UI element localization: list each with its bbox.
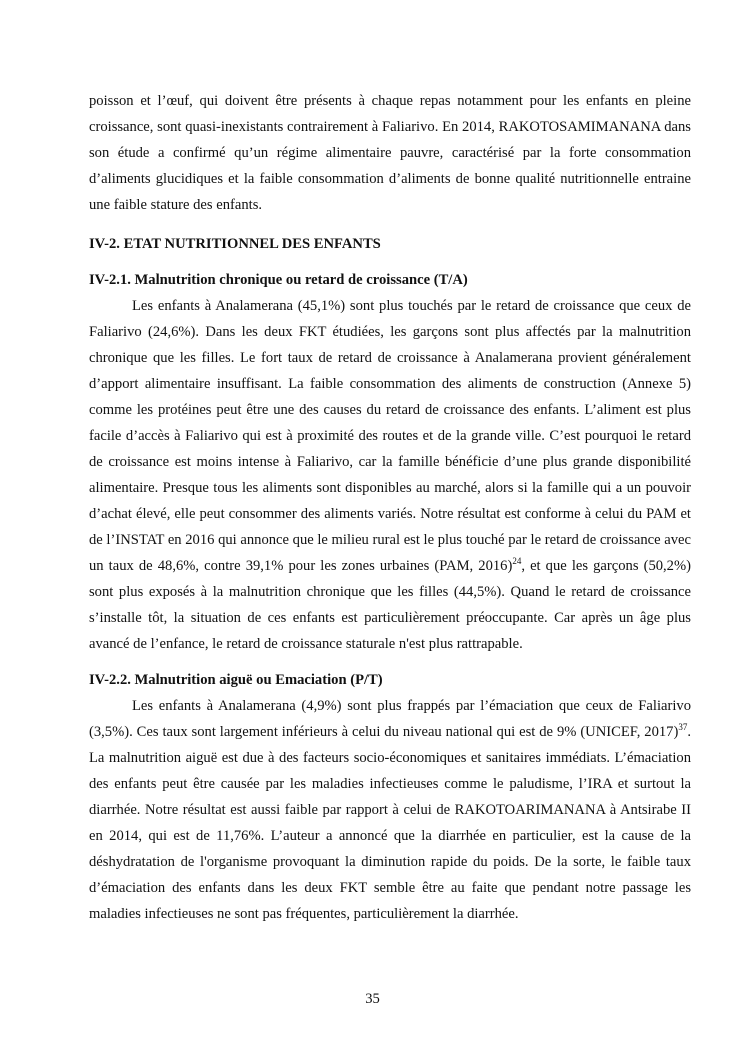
- paragraph-text: , et que les garçons (50,2%) sont plus exposés à la malnutrition chronique que les filles (44,5%). Quand le retard de croissance s’installe tôt, la situation de ces enfants est particulièrement préoccupante. Car après un âge plus avancé de l’enfance, le retard de croissance staturale n'est plus rattrapable.: [89, 558, 691, 652]
- subsection-heading-chronic-malnutrition: IV-2.1. Malnutrition chronique ou retard de croissance (T/A): [89, 272, 468, 288]
- section-heading: IV-2. ETAT NUTRITIONNEL DES ENFANTS: [89, 236, 381, 252]
- paragraph-text: . La malnutrition aiguë est due à des facteurs socio-économiques et sanitaires immédiats. L’émaciation des enfants peut être causée par les maladies infectieuses comme le paludisme, l’IRA et surtout la diarrhée. Notre résultat est aussi faible par rapport à celui de RAKOTOARIMANANA à Antsirabe II en 2014, qui est de 11,76%. L’auteur a annoncé que la diarrhée en particulier, est la cause de la déshydratation de l'organisme provoquant la diminution rapide du poids. De la sorte, le faible taux d’émaciation des enfants dans les deux FKT semble être au faite que pendant notre passage les maladies infectieuses ne sont pas fréquentes, particulièrement la diarrhée.: [89, 724, 691, 922]
- paragraph-chronic-malnutrition: [89, 293, 691, 657]
- paragraph-text: Les enfants à Analamerana (4,9%) sont plus frappés par l’émaciation que ceux de Faliarivo (3,5%). Ces taux sont largement inférieurs à celui du niveau national qui est de 9% (UNICEF, 2017): [89, 698, 691, 740]
- paragraph-text: Les enfants à Analamerana (45,1%) sont plus touchés par le retard de croissance que ceux de Faliarivo (24,6%). Dans les deux FKT étudiées, les garçons sont plus affectés par la malnutrition chronique que les filles. Le fort taux de retard de croissance à Analamerana provient généralement d’apport alimentaire insuffisant. La faible consommation des aliments de construction (Annexe 5) comme les protéines peut être une des causes du retard de croissance des enfants. L’aliment est plus facile d’accès à Faliarivo qui est à proximité des routes et de la grande ville. C’est pourquoi le retard de croissance est moins intense à Faliarivo, car la famille bénéficie d’une plus grande disponibilité alimentaire. Presque tous les aliments sont disponibles au marché, alors si la famille qui a un pouvoir d’achat élevé, elle peut consommer des aliments variés. Notre résultat est conforme à celui du PAM et de l’INSTAT en 2016 qui annonce que le milieu rural est le plus touché par le retard de croissance avec un taux de 48,6%, contre 39,1% pour les zones urbaines (PAM, 2016): [89, 298, 691, 574]
- paragraph-acute-malnutrition: [89, 693, 691, 927]
- subsection-heading-acute-malnutrition: IV-2.2. Malnutrition aiguë ou Emaciation (P/T): [89, 672, 383, 688]
- page-content: [89, 88, 691, 927]
- page-number: 35: [365, 991, 380, 1007]
- footnote-reference: 24: [512, 556, 522, 566]
- intro-paragraph: poisson et l’œuf, qui doivent être présents à chaque repas notamment pour les enfants en pleine croissance, sont quasi-inexistants contrairement à Faliarivo. En 2014, RAKOTOSAMIMANANA dans son étude a confirmé qu’un régime alimentaire pauvre, caractérisé par la forte consommation d’aliments glucidiques et la faible consommation d’aliments de bonne qualité nutritionnelle entraine une faible stature des enfants.: [89, 93, 691, 213]
- footnote-reference: 37: [678, 722, 688, 732]
